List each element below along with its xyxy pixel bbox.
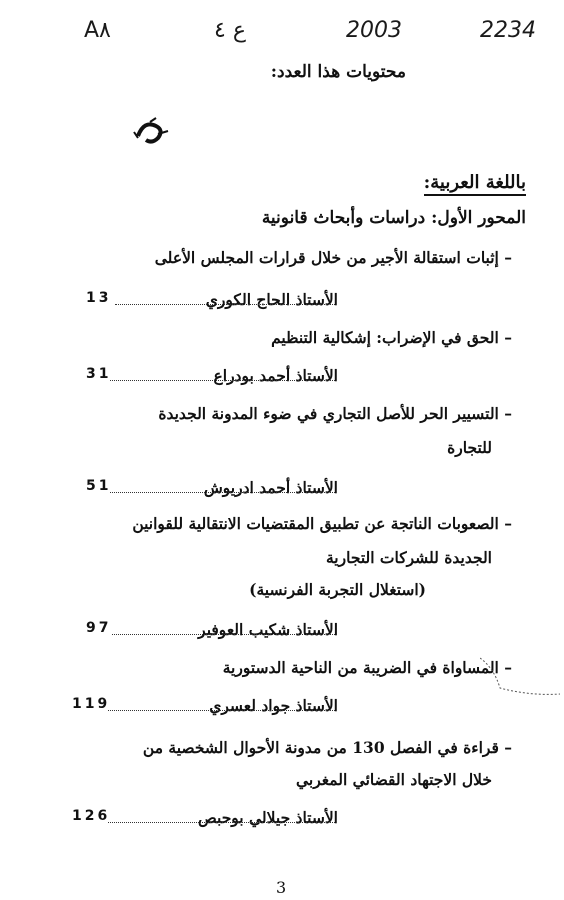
dot-leader bbox=[108, 710, 335, 711]
toc-page-number: 126 bbox=[72, 808, 111, 824]
handwritten-year: 2003 bbox=[346, 18, 402, 43]
toc-page-number: 31 bbox=[86, 366, 112, 382]
margin-mark-icon bbox=[480, 650, 564, 700]
page-number: 3 bbox=[276, 878, 287, 897]
page-heading: محتويات هذا العدد: bbox=[270, 62, 406, 82]
toc-page-number: 51 bbox=[86, 478, 112, 494]
toc-entry-author: الأستاذ جواد لعسري bbox=[209, 696, 338, 715]
axis-heading: المحور الأول: دراسات وأبحاث قانونية bbox=[261, 208, 526, 228]
dot-leader bbox=[112, 634, 335, 635]
handwritten-ref: 2234 bbox=[480, 18, 536, 43]
dot-leader bbox=[110, 492, 335, 493]
toc-entry-title: – التسيير الحر للأصل التجاري في ضوء المدونة الجديدة bbox=[158, 404, 512, 423]
toc-entry-author: الأستاذ جيلالي بوحبص bbox=[198, 808, 338, 827]
toc-entry-author: الأستاذ شكيب العوفير bbox=[198, 620, 338, 639]
handwritten-code: A٨ bbox=[84, 18, 111, 43]
toc-entry-title: – المساواة في الضريبة من الناحية الدستورية bbox=[222, 658, 512, 677]
toc-entry-title: – الصعوبات الناتجة عن تطبيق المقتضيات الانتقالية للقوانين bbox=[132, 514, 512, 533]
toc-entry-title-continued: الجديدة للشركات التجارية bbox=[325, 548, 492, 567]
toc-entry-subtitle: (استغلال التجربة الفرنسية) bbox=[249, 580, 426, 599]
handwritten-issue: ع ٤ bbox=[214, 18, 246, 43]
toc-page-number: 13 bbox=[86, 290, 112, 306]
toc-entry-title: – إثبات استقالة الأجير من خلال قرارات المجلس الأعلى bbox=[154, 248, 512, 267]
stamp-mark-icon bbox=[128, 114, 176, 150]
toc-entry-author: الأستاذ أحمد بودراع bbox=[213, 366, 338, 385]
toc-entry-title-continued: للتجارة bbox=[447, 438, 492, 457]
toc-entry-title: – قراءة في الفصل 130 من مدونة الأحوال الشخصية من bbox=[142, 738, 512, 757]
toc-entry-title-continued: خلال الاجتهاد القضائي المغربي bbox=[296, 770, 492, 789]
toc-entry-title: – الحق في الإضراب: إشكالية التنظيم bbox=[271, 328, 512, 347]
toc-page-number: 119 bbox=[72, 696, 111, 712]
toc-entry-author: الأستاذ أحمد ادريوش bbox=[203, 478, 338, 497]
toc-page-number: 97 bbox=[86, 620, 112, 636]
dot-leader bbox=[110, 380, 335, 381]
section-heading: باللغة العربية: bbox=[424, 172, 526, 196]
dot-leader bbox=[108, 822, 335, 823]
toc-entry-author: الأستاذ الحاج الكوري bbox=[205, 290, 338, 309]
dot-leader bbox=[115, 304, 335, 305]
